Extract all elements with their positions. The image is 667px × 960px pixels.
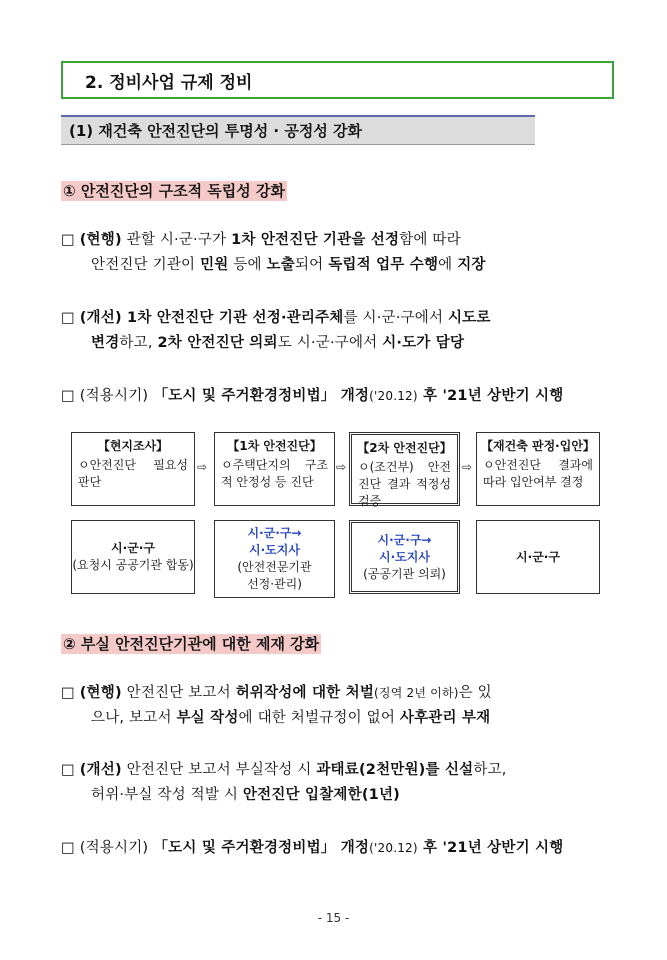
text-bold: 「도시 및 주거환경정비법」 개정 xyxy=(148,840,370,856)
text-bold: 노출 xyxy=(266,257,295,273)
text: 함에 따라 xyxy=(399,232,461,248)
text: 등에 xyxy=(228,257,267,273)
item1-improve xyxy=(61,306,491,356)
text-bold: 사후관리 부재 xyxy=(399,710,491,726)
text-bold: 시·도가 담당 xyxy=(382,335,465,351)
text: 안전진단 보고서 부실작성 시 xyxy=(121,762,317,778)
section-title-box xyxy=(61,61,614,99)
flow-step-head: 【현지조사】 xyxy=(97,439,169,453)
actor-note: 선정·관리) xyxy=(247,577,302,591)
text: 관할 시·군·구가 xyxy=(121,232,232,248)
item1-current xyxy=(61,228,486,278)
subsection-title-box xyxy=(61,115,535,145)
text-bold: 1차 안전진단 기관을 선정 xyxy=(231,232,400,248)
text: 되어 xyxy=(294,257,329,273)
item2-heading-wrap xyxy=(61,633,321,654)
text-bold: 변경 xyxy=(91,335,120,351)
text-small: (징역 2년 이하) xyxy=(374,686,459,700)
text-bold: 2차 안전진단 의뢰 xyxy=(157,335,278,351)
bullet: □ xyxy=(61,685,75,701)
text: 하고, xyxy=(473,762,507,778)
text-bold: 「도시 및 주거환경정비법」 개정 xyxy=(148,388,370,404)
label-timing: (적용시기) xyxy=(79,388,149,404)
flow-step-head: 【1차 안전진단】 xyxy=(227,439,322,453)
text: 으나, 보고서 xyxy=(91,710,177,726)
flow-step-body: ㅇ(조건부) 안전진단 결과 적정성 검증 xyxy=(358,460,451,508)
item2-heading: ② 부실 안전진단기관에 대한 제재 강화 xyxy=(63,635,320,653)
actor-name: 시·군·구 xyxy=(516,549,560,564)
label-current: (현행) xyxy=(79,685,122,701)
actor-name: 시·도지사 xyxy=(379,549,430,564)
flow-step-head: 【2차 안전진단】 xyxy=(357,441,452,455)
text-bold: 부실 작성 xyxy=(176,710,239,726)
actor-name: 시·군·구→ xyxy=(247,526,302,540)
text-small: ('20.12) xyxy=(369,389,418,403)
flow-step-1 xyxy=(71,432,195,506)
subsection-title: (1) 재건축 안전진단의 투명성 · 공정성 강화 xyxy=(69,122,363,140)
bullet: □ xyxy=(61,388,75,404)
text: 은 있 xyxy=(458,685,492,701)
text-bold: 후 '21년 상반기 시행 xyxy=(417,388,564,404)
arrow-right-icon: ⇨ xyxy=(336,460,347,474)
bullet: □ xyxy=(61,310,75,326)
flow-actor-4 xyxy=(476,520,600,594)
actor-note: (공공기관 의뢰) xyxy=(363,566,446,581)
flow-step-body: ㅇ주택단지의 구조적 안정성 등 진단 xyxy=(221,458,328,489)
text-bold: 과태료(2천만원)를 신설 xyxy=(316,762,474,778)
actor-note: (안전전문기관 xyxy=(237,560,312,574)
actor-name: 시·군·구 xyxy=(111,541,155,555)
text-bold: 민원 xyxy=(200,257,229,273)
label-current: (현행) xyxy=(79,232,122,248)
text: 허위·부실 작성 적발 시 xyxy=(91,787,243,803)
label-timing: (적용시기) xyxy=(79,840,149,856)
item1-heading-wrap xyxy=(61,180,287,201)
text-bold: 독립적 업무 수행 xyxy=(328,257,439,273)
bullet: □ xyxy=(61,232,75,248)
flow-step-3 xyxy=(349,432,460,506)
flow-step-4 xyxy=(476,432,600,506)
label-improve: (개선) xyxy=(79,762,122,778)
text-small: ('20.12) xyxy=(369,841,418,855)
text-bold: 허위작성에 대한 처벌 xyxy=(235,685,375,701)
actor-name: 시·군·구→ xyxy=(377,532,432,547)
text-bold: 1차 안전진단 기관 선정·관리주체 xyxy=(121,310,344,326)
flow-actor-2 xyxy=(214,520,335,598)
text: 도 시·군·구에서 xyxy=(277,335,383,351)
bullet: □ xyxy=(61,762,75,778)
text: 에 xyxy=(438,257,458,273)
flow-step-body: ㅇ안전진단 결과에 따라 입안여부 결정 xyxy=(483,458,593,489)
actor-note: (요청시 공공기관 합동) xyxy=(72,558,194,572)
text-bold: 후 '21년 상반기 시행 xyxy=(417,840,564,856)
arrow-right-icon: ⇨ xyxy=(197,460,208,474)
item2-current xyxy=(61,681,492,731)
item2-improve xyxy=(61,758,507,808)
arrow-right-icon: ⇨ xyxy=(462,460,473,474)
text: 안전진단 기관이 xyxy=(91,257,201,273)
text: 안전진단 보고서 xyxy=(121,685,236,701)
flow-step-head: 【재건축 판정·입안】 xyxy=(481,439,595,453)
text-bold: 지장 xyxy=(457,257,486,273)
flow-actor-3 xyxy=(349,520,460,594)
flow-actor-1 xyxy=(71,520,195,594)
text: 에 대한 처벌규정이 없어 xyxy=(238,710,400,726)
section-title: 2. 정비사업 규제 정비 xyxy=(85,72,253,93)
actor-name: 시·도지사 xyxy=(249,543,300,557)
label-improve: (개선) xyxy=(79,310,122,326)
item2-timing xyxy=(61,836,563,861)
bullet: □ xyxy=(61,840,75,856)
item1-timing xyxy=(61,384,563,409)
flow-step-2 xyxy=(214,432,335,506)
flow-step-body: ㅇ안전진단 필요성 판단 xyxy=(78,458,188,489)
page-number: - 15 - xyxy=(317,911,350,925)
text: 하고, xyxy=(119,335,158,351)
text-bold: 안전진단 입찰제한(1년) xyxy=(242,787,400,803)
item1-heading: ① 안전진단의 구조적 독립성 강화 xyxy=(63,182,285,200)
text: 를 시·군·구에서 xyxy=(343,310,448,326)
text-bold: 시도로 xyxy=(447,310,491,326)
